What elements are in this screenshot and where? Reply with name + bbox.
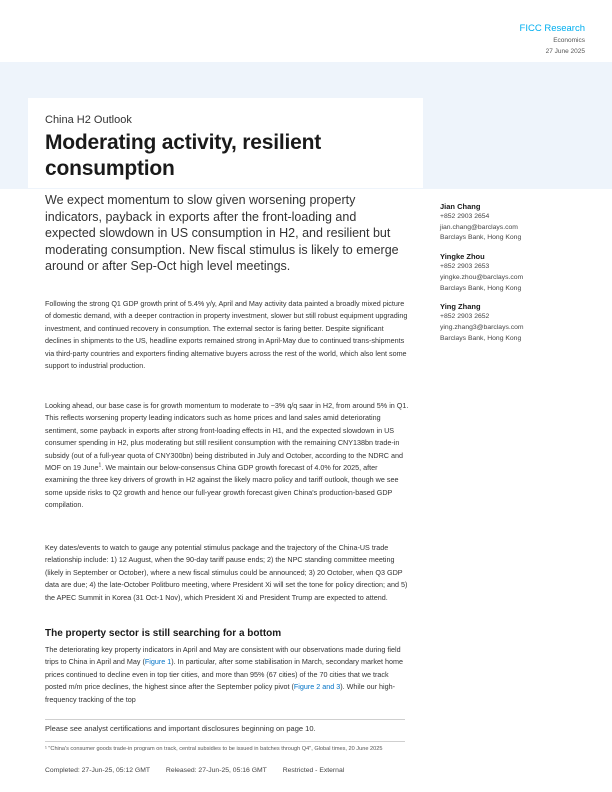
publication-status <box>45 767 358 774</box>
disclosure-note: Please see analyst certifications and important disclosures beginning on page 10. <box>45 724 316 733</box>
author-name: Yingke Zhou <box>440 252 485 262</box>
author-name: Jian Chang <box>440 202 481 211</box>
author-card <box>440 301 600 344</box>
author-phone: +852 2903 2652 <box>440 313 490 321</box>
disclosure-divider <box>45 719 405 720</box>
body-paragraph-1: Following the strong Q1 GDP growth print of 5.4% y/y, April and May activity data painted a broadly mixed picture of domestic demand, with a deeper contraction in property investment, slower but still robust equipment upgrading investment, and continued recovery in consumption. The external sector is faring better. Despite significant declines in shipments to the US, headline exports remained strong in April-May due to continued trans-shipments via third-party countries and exporters finding alternative buyers across the rest of the world, which also lent some support to industrial production. <box>45 299 408 371</box>
figure-2-3-link[interactable]: Figure 2 and 3 <box>293 682 341 692</box>
author-org: Barclays Bank, Hong Kong <box>440 234 522 242</box>
footnote-divider <box>45 741 405 742</box>
author-email[interactable]: jian.chang@barclays.com <box>440 223 518 231</box>
body-paragraph-2-text-b: . We maintain our below-consensus China GDP growth forecast of 4.0% for 2025, after examining the three key drivers of growth in H2 against the likely macro policy and tariff outlook, though we see some upside risks to Q2 growth and hence our full-year growth forecast given China's production-based GDP compilation. <box>45 463 399 510</box>
report-meta <box>520 22 585 57</box>
figure-1-link[interactable]: Figure 1 <box>144 657 172 667</box>
report-kicker: China H2 Outlook <box>45 114 132 126</box>
author-email[interactable]: ying.zhang3@barclays.com <box>440 323 524 331</box>
section-heading-property: The property sector is still searching for a bottom <box>45 628 282 639</box>
author-card <box>440 251 600 294</box>
author-list <box>440 201 600 351</box>
body-paragraph-4-text-a: The deteriorating key property indicators in April and May are consistent with our observations made during field trips to China in April and May ( <box>45 645 401 667</box>
author-name: Ying Zhang <box>440 302 481 312</box>
body-paragraph-4-text-b: ). In particular, after some stabilisation in March, secondary market home prices continued to decline even in top tier cities, and more than 95% (67 cities) of the 70 cities that we track posted m/m price declines, the highest since after the September policy pivot ( <box>45 657 403 692</box>
completed-timestamp: Completed: 27-Jun-25, 05:12 GMT <box>45 767 151 774</box>
footnote-ref[interactable]: 1 <box>98 462 102 469</box>
author-phone: +852 2903 2654 <box>440 213 490 220</box>
section-label: Economics <box>553 37 585 44</box>
body-paragraph-2-text-a: Looking ahead, our base case is for growth momentum to moderate to ~3% q/q saar in H2, from around 5% in Q1. This reflects worsening property leading indicators such as home prices and land sales amid deteriorating sentiment, some payback in exports after strong front-loading effects in H1, and the expected slowdown in US consumer spending in H2, plus moderating but still resilient consumption with the remaining CNY138bn trade-in subsidy (out of a full-year quota of CNY300bn) being distributed in July and October, according to the NDRC and MOF on 19 June <box>45 401 409 473</box>
body-paragraph-4 <box>45 644 410 706</box>
footnote-text: ¹ "China's consumer goods trade-in program on track, central subsidies to be issued in batches through Q4", Global times, 20 June 2025 <box>45 746 383 752</box>
body-paragraph-4-text-c: ). While our high-frequency tracking of the top <box>45 682 395 704</box>
author-email[interactable]: yingke.zhou@barclays.com <box>440 273 524 281</box>
body-paragraph-2 <box>45 400 410 512</box>
restriction-label: Restricted - External <box>282 767 345 774</box>
report-summary: We expect momentum to slow given worsening property indicators, payback in exports after the front-loading and expected slowdown in US consumption in H2, and resilient but moderating consumption. New fiscal stimulus is likely to emerge around or after Sep-Oct high level meetings. <box>45 193 399 273</box>
author-org: Barclays Bank, Hong Kong <box>440 284 522 292</box>
released-timestamp: Released: 27-Jun-25, 05:16 GMT <box>165 767 267 774</box>
author-phone: +852 2903 2653 <box>440 263 490 271</box>
body-paragraph-3: Key dates/events to watch to gauge any potential stimulus package and the trajectory of the China-US trade relationship include: 1) 12 August, when the 90-day tariff pause ends; 2) the NPC standing committee meeting (likely in September or October), where a new fiscal stimulus could be announced; 3) 20 October, when Q3 GDP data are due; 4) the late-October Politburo meeting, where President Xi will set the tone for policy direction; and 5) the APEC Summit in Korea (31 Oct-1 Nov), which President Xi and President Trump are expected to attend. <box>45 543 408 602</box>
author-card <box>440 201 600 244</box>
department-label: FICC Research <box>519 23 585 34</box>
author-org: Barclays Bank, Hong Kong <box>440 334 522 342</box>
page-title: Moderating activity, resilient consumption <box>45 131 322 180</box>
report-date: 27 June 2025 <box>545 48 585 55</box>
